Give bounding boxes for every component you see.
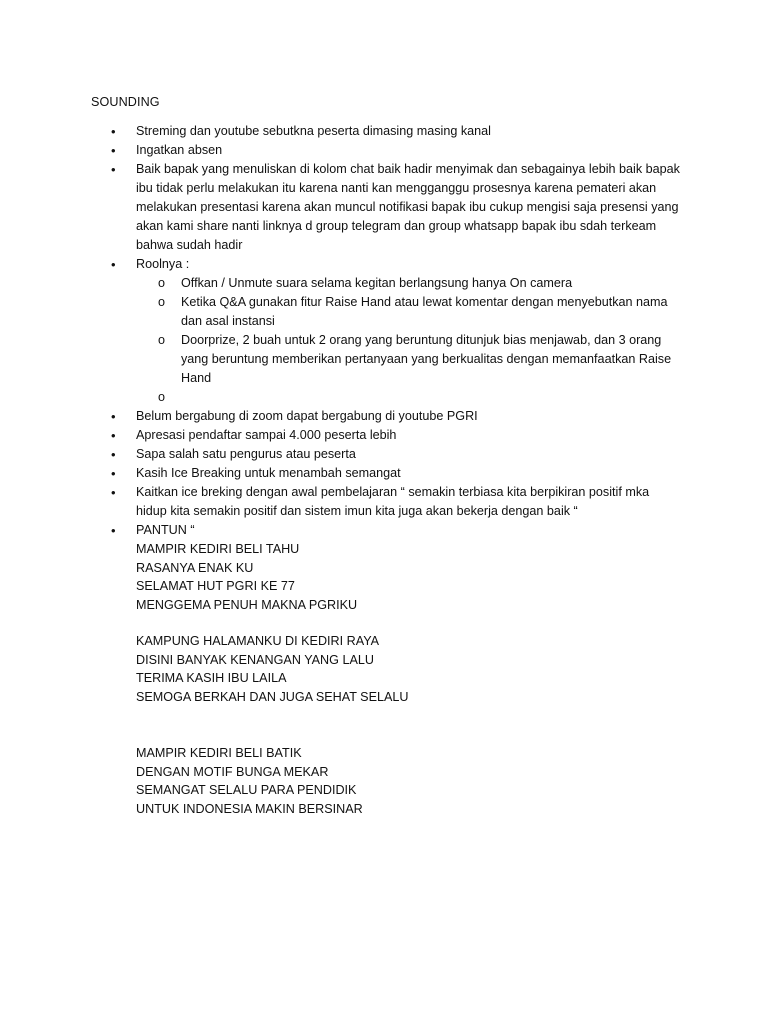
pantun-line: TERIMA KASIH IBU LAILA <box>136 671 287 685</box>
bullet-icon: • <box>111 162 116 177</box>
bullet-icon: • <box>111 523 116 538</box>
list-item-text: PANTUN “ <box>136 523 195 537</box>
sub-list-item-text: Doorprize, 2 buah untuk 2 orang yang beruntung ditunjuk bias menjawab, dan 3 orang yang beruntung memberikan pertanyaan yang berkualitas dengan memanfaatkan Raise Hand <box>181 333 672 385</box>
bullet-icon: • <box>111 143 116 158</box>
bullet-icon: • <box>111 428 116 443</box>
sub-list-item <box>0 274 768 293</box>
pantun-line: KAMPUNG HALAMANKU DI KEDIRI RAYA <box>136 634 380 648</box>
list-item <box>0 445 768 464</box>
list-item <box>0 407 768 426</box>
list-item <box>0 160 768 255</box>
bullet-icon: • <box>111 466 116 481</box>
list-item <box>0 122 768 141</box>
sub-bullet-icon: o <box>158 333 166 347</box>
pantun-line: DISINI BANYAK KENANGAN YANG LALU <box>136 652 374 667</box>
bullet-icon: • <box>111 485 116 500</box>
list-item-text: Baik bapak yang menuliskan di kolom chat baik hadir menyimak dan sebagainya lebih baik bapak ibu tidak perlu melakukan itu karena nanti kan mengganggu prosesnya karena pemateri akan melakukan presentasi karena akan muncul notifikasi bapak ibu cukup mengisi saja presensi yang akan kami share nanti linknya d group telegram dan group whatsapp bapak ibu sdah terkeam bahwa sudah hadir <box>136 162 680 252</box>
list-item <box>0 255 768 274</box>
list-item <box>0 141 768 160</box>
pantun-line: SEMANGAT SELALU PARA PENDIDIK <box>136 783 357 797</box>
pantun-line: MAMPIR KEDIRI BELI TAHU <box>136 542 300 556</box>
pantun-line: RASANYA ENAK KU <box>136 560 254 575</box>
bullet-icon: • <box>111 124 116 139</box>
pantun-line: SELAMAT HUT PGRI KE 77 <box>136 579 295 593</box>
pantun-stanza <box>0 540 768 614</box>
sub-list-item <box>0 388 768 407</box>
pantun-line: DENGAN MOTIF BUNGA MEKAR <box>136 764 329 779</box>
list-item-text: Ingatkan absen <box>136 143 223 157</box>
document-title: SOUNDING <box>91 95 160 109</box>
list-item <box>0 464 768 483</box>
list-item <box>0 483 768 521</box>
list-item-text: Streming dan youtube sebutkna peserta dimasing masing kanal <box>136 124 491 138</box>
pantun-line: UNTUK INDONESIA MAKIN BERSINAR <box>136 801 363 816</box>
bullet-icon: • <box>111 257 116 272</box>
list-item-text: Apresasi pendaftar sampai 4.000 peserta lebih <box>136 428 397 442</box>
sub-list-item <box>0 331 768 388</box>
list-item <box>0 426 768 445</box>
sub-list-item <box>0 293 768 331</box>
sub-bullet-icon: o <box>158 295 166 309</box>
list-item-text: Belum bergabung di zoom dapat bergabung di youtube PGRI <box>136 409 478 423</box>
pantun-stanza <box>0 632 768 706</box>
pantun-line: MENGGEMA PENUH MAKNA PGRIKU <box>136 597 358 612</box>
sub-list-item-text: Offkan / Unmute suara selama kegitan berlangsung hanya On camera <box>181 276 573 290</box>
sub-list-item-text: Ketika Q&A gunakan fitur Raise Hand atau lewat komentar dengan menyebutkan nama dan asal instansi <box>181 295 668 328</box>
list-item <box>0 521 768 540</box>
stanza-spacer <box>0 706 768 744</box>
list-item-text: Kasih Ice Breaking untuk menambah semangat <box>136 466 401 480</box>
pantun-stanza <box>0 744 768 818</box>
list-item-text: Kaitkan ice breking dengan awal pembelajaran “ semakin terbiasa kita berpikiran positif mka hidup kita semakin positif dan sistem imun kita juga akan bekerja dengan baik “ <box>136 485 650 518</box>
list-item-text: Sapa salah satu pengurus atau peserta <box>136 447 356 461</box>
sub-list-item-text <box>181 390 185 404</box>
stanza-spacer <box>0 614 768 632</box>
bullet-icon: • <box>111 447 116 462</box>
bullet-icon: • <box>111 409 116 424</box>
list-item-text: Roolnya : <box>136 257 190 271</box>
pantun-line: SEMOGA BERKAH DAN JUGA SEHAT SELALU <box>136 689 409 704</box>
bullet-list <box>0 122 768 818</box>
sub-bullet-icon: o <box>158 390 166 404</box>
pantun-line: MAMPIR KEDIRI BELI BATIK <box>136 746 302 760</box>
sub-bullet-icon: o <box>158 276 166 290</box>
